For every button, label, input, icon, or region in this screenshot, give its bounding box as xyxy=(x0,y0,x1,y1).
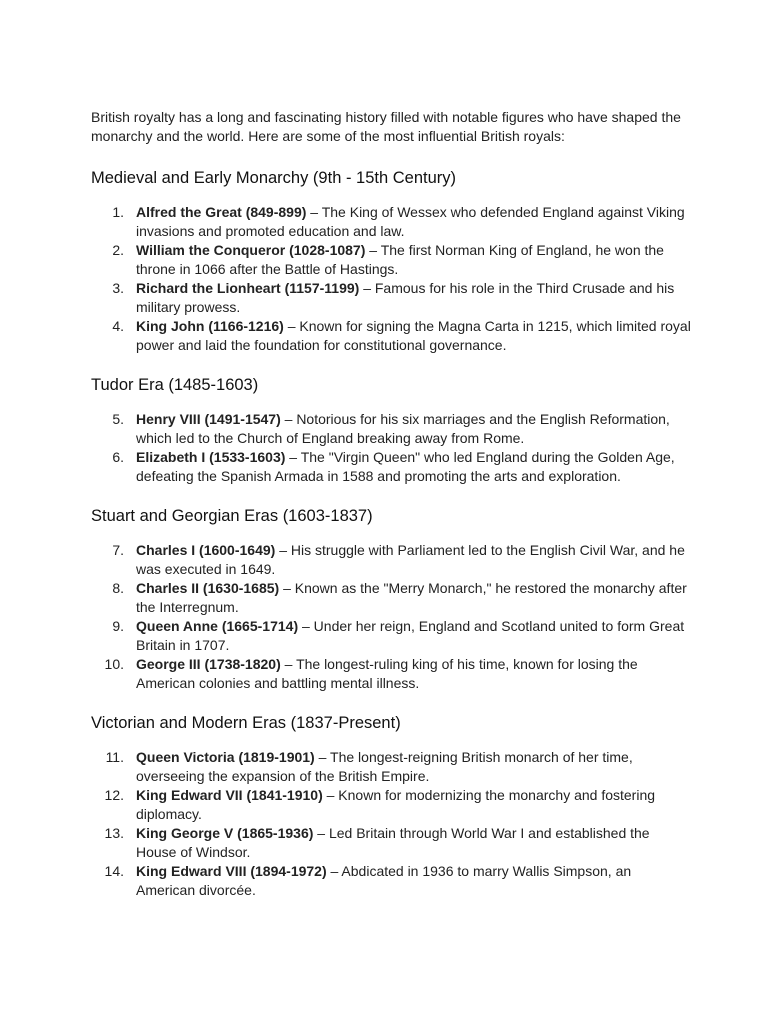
royals-list-victorian-modern xyxy=(91,748,691,900)
royals-list-medieval xyxy=(91,203,691,355)
section-heading-tudor: Tudor Era (1485-1603) xyxy=(91,376,259,394)
royal-name: William the Conqueror (1028-1087) xyxy=(136,242,366,258)
royal-name: Charles I (1600-1649) xyxy=(136,542,276,558)
item-number: 1. xyxy=(112,204,124,220)
royal-description: – Abdicated in 1936 to marry Wallis Simpson, an American divorcée. xyxy=(136,863,632,898)
royals-list-stuart-georgian xyxy=(91,541,691,693)
royal-name: King Edward VIII (1894-1972) xyxy=(136,863,327,879)
item-number: 11. xyxy=(105,749,124,765)
royal-description: – The longest-ruling king of his time, known for losing the American colonies and battling mental illness. xyxy=(136,656,638,691)
item-number: 10. xyxy=(104,656,124,672)
royal-description: – Known as the "Merry Monarch," he restored the monarchy after the Interregnum. xyxy=(136,580,687,615)
list-item xyxy=(91,241,691,279)
section-heading-medieval: Medieval and Early Monarchy (9th - 15th Century) xyxy=(91,169,456,187)
item-number: 2. xyxy=(112,242,124,258)
item-number: 6. xyxy=(112,449,124,465)
royal-name: King Edward VII (1841-1910) xyxy=(136,787,323,803)
list-item xyxy=(91,786,691,824)
royal-description: – Led Britain through World War I and established the House of Windsor. xyxy=(136,825,650,860)
royal-description: – His struggle with Parliament led to the English Civil War, and he was executed in 1649. xyxy=(136,542,685,577)
document-page xyxy=(91,108,691,900)
royal-name: Queen Victoria (1819-1901) xyxy=(136,749,315,765)
item-number: 13. xyxy=(104,825,124,841)
list-item xyxy=(91,617,691,655)
item-number: 14. xyxy=(104,863,124,879)
royals-list-tudor xyxy=(91,410,691,486)
section-heading-stuart-georgian: Stuart and Georgian Eras (1603-1837) xyxy=(91,507,373,525)
list-item xyxy=(91,279,691,317)
royal-name: George III (1738-1820) xyxy=(136,656,281,672)
royal-description: – Known for modernizing the monarchy and fostering diplomacy. xyxy=(136,787,656,822)
item-number: 3. xyxy=(112,280,124,296)
royal-description: – Known for signing the Magna Carta in 1215, which limited royal power and laid the foundation for constitutional governance. xyxy=(136,318,691,353)
item-number: 5. xyxy=(112,411,124,427)
item-number: 7. xyxy=(112,542,124,558)
item-number: 9. xyxy=(112,618,124,634)
royal-name: Charles II (1630-1685) xyxy=(136,580,280,596)
list-item xyxy=(91,410,691,448)
royal-name: Elizabeth I (1533-1603) xyxy=(136,449,286,465)
item-number: 4. xyxy=(112,318,124,334)
royal-name: Queen Anne (1665-1714) xyxy=(136,618,299,634)
list-item xyxy=(91,448,691,486)
list-item xyxy=(91,203,691,241)
royal-description: – The "Virgin Queen" who led England during the Golden Age, defeating the Spanish Armada in 1588 and promoting the arts and exploration. xyxy=(136,449,675,484)
list-item xyxy=(91,862,691,900)
intro-paragraph: British royalty has a long and fascinating history filled with notable figures who have shaped the monarchy and the world. Here are some of the most influential British royals: xyxy=(91,109,681,144)
royal-description: – Notorious for his six marriages and the English Reformation, which led to the Church of England breaking away from Rome. xyxy=(136,411,670,446)
royal-name: Henry VIII (1491-1547) xyxy=(136,411,281,427)
royal-name: King John (1166-1216) xyxy=(136,318,284,334)
item-number: 8. xyxy=(112,580,124,596)
list-item xyxy=(91,579,691,617)
royal-name: Richard the Lionheart (1157-1199) xyxy=(136,280,360,296)
list-item xyxy=(91,824,691,862)
royal-name: King George V (1865-1936) xyxy=(136,825,314,841)
list-item xyxy=(91,317,691,355)
royal-description: – The longest-reigning British monarch of her time, overseeing the expansion of the British Empire. xyxy=(136,749,633,784)
list-item xyxy=(91,655,691,693)
royal-description: – The King of Wessex who defended England against Viking invasions and promoted education and law. xyxy=(136,204,685,239)
list-item xyxy=(91,748,691,786)
section-heading-victorian-modern: Victorian and Modern Eras (1837-Present) xyxy=(91,714,401,732)
item-number: 12. xyxy=(104,787,124,803)
royal-name: Alfred the Great (849-899) xyxy=(136,204,307,220)
royal-description: – Famous for his role in the Third Crusade and his military prowess. xyxy=(136,280,675,315)
royal-description: – Under her reign, England and Scotland united to form Great Britain in 1707. xyxy=(136,618,685,653)
list-item xyxy=(91,541,691,579)
royal-description: – The first Norman King of England, he won the throne in 1066 after the Battle of Hastings. xyxy=(136,242,664,277)
